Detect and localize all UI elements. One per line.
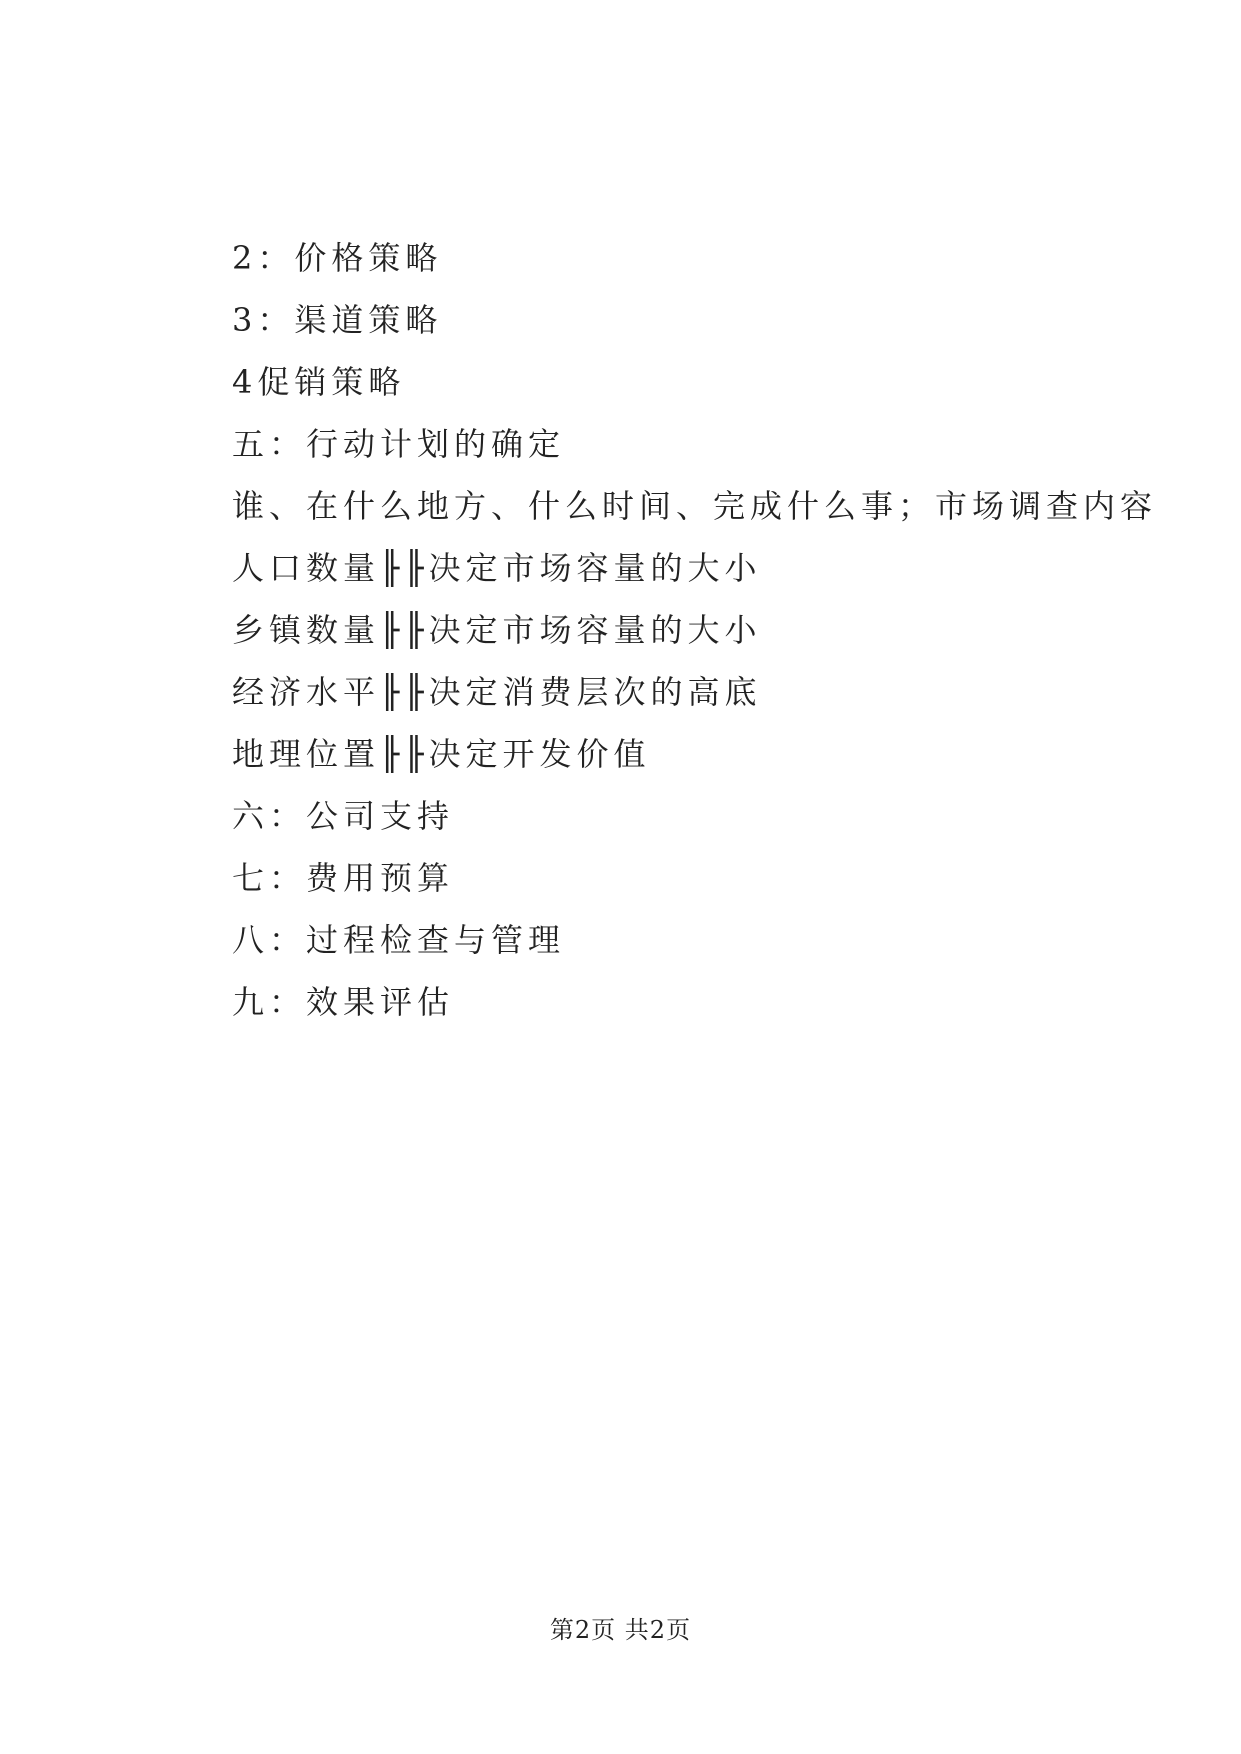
section-heading-action-plan: 五：行动计划的确定 — [232, 425, 566, 463]
text-line-economic-level: 经济水平╟╟决定消费层次的高底 — [232, 673, 762, 711]
page-footer: 第2页 共2页 — [549, 1616, 692, 1644]
text-line-price-strategy: 2：价格策略 — [232, 239, 443, 277]
text-line-promotion-strategy: 4促销策略 — [232, 363, 406, 401]
text-line-action-plan-details: 谁、在什么地方、什么时间、完成什么事；市场调查内容 — [232, 487, 1158, 525]
section-heading-effect-evaluation: 九：效果评估 — [232, 983, 455, 1021]
text-line-channel-strategy: 3：渠道策略 — [232, 301, 443, 339]
document-body — [232, 234, 1158, 1040]
section-heading-process-check: 八：过程检查与管理 — [232, 921, 566, 959]
text-line-population: 人口数量╟╟决定市场容量的大小 — [232, 549, 762, 587]
section-heading-company-support: 六：公司支持 — [232, 797, 455, 835]
section-heading-budget: 七：费用预算 — [232, 859, 455, 897]
text-line-towns: 乡镇数量╟╟决定市场容量的大小 — [232, 611, 762, 649]
text-line-geographic-location: 地理位置╟╟决定开发价值 — [232, 735, 651, 773]
